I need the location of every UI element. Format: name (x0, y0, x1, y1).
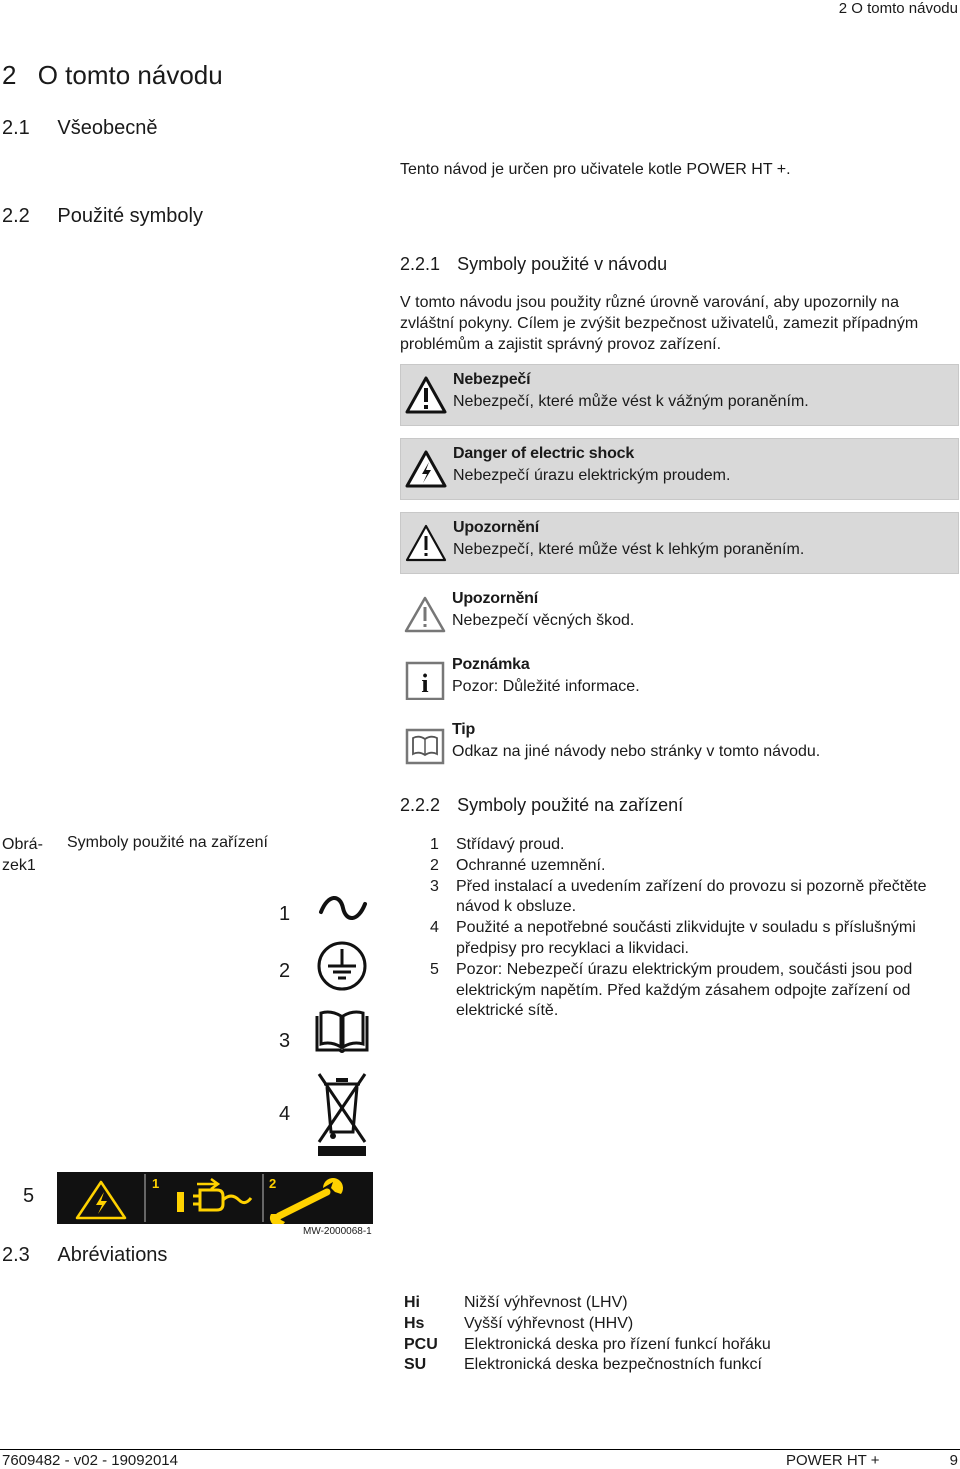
figure-number-5: 5 (23, 1185, 35, 1207)
list-item (430, 835, 958, 856)
intro-paragraph: Tento návod je určen pro učivatele kotle POWER HT +. (400, 161, 791, 178)
box-text: Nebezpečí věcných škod. (452, 612, 635, 629)
item-text: Použité a nepotřebné součásti zlikvidujte v souladu s příslušnými předpisy pro recyklaci a likvidaci. (456, 919, 916, 957)
figure-label: Obrá- zek1 (2, 836, 43, 874)
item-number: 2 (430, 856, 439, 874)
warning-triangle-icon (405, 375, 447, 415)
item-text: Před instalací a uvedením zařízení do provozu si pozorně přečtěte návod k obsluze. (456, 877, 927, 916)
note-box (400, 650, 957, 710)
subsection-number: 2.2 (2, 205, 30, 227)
warning-triangle-icon (405, 523, 447, 563)
device-symbols-list (430, 835, 958, 1022)
abbreviations-list (404, 1293, 771, 1376)
subsection-title: Použité symboly (57, 205, 203, 227)
electrical-warning-label-bar (57, 1172, 373, 1224)
item-number: 1 (430, 836, 439, 853)
footer-product: POWER HT + (786, 1452, 880, 1469)
list-item (430, 877, 958, 919)
box-title: Nebezpečí (453, 371, 531, 388)
figure-code: MW-2000068-1 (303, 1226, 372, 1237)
item-text: Střídavý proud. (456, 836, 565, 853)
footer-rule (0, 1449, 960, 1450)
abbreviation-row (404, 1335, 771, 1356)
box-title: Tip (452, 721, 476, 738)
electric-shock-box (400, 438, 959, 500)
abbreviation-row (404, 1355, 771, 1376)
running-header: 2 O tomto návodu (838, 0, 958, 17)
item-number: 3 (430, 877, 439, 895)
subsection-2-2-1-heading (400, 254, 667, 275)
subsection-title: Abréviations (57, 1244, 168, 1266)
box-title: Poznámka (452, 656, 530, 673)
alternating-current-icon (318, 890, 368, 926)
item-number: 5 (430, 960, 439, 978)
box-title: Danger of electric shock (453, 445, 635, 462)
figure-title: Symboly použité na zařízení (67, 834, 268, 851)
svg-text:i: i (421, 669, 429, 698)
subsection-number: 2.3 (2, 1244, 30, 1266)
property-damage-box (400, 584, 957, 644)
electric-shock-icon (405, 449, 447, 489)
subsection-2-3-heading (2, 1244, 167, 1267)
symbols-intro-paragraph: V tomto návodu jsou použity různé úrovně varování, aby upozornily na zvláštní pokyny. Cílem je zvýšit bezpečnost uživatelů, zamezit případným problémům a zajistit správný provoz zařízení. (400, 294, 919, 353)
figure-number-3: 3 (279, 1030, 291, 1052)
figure-number-1: 1 (279, 903, 291, 925)
box-text: Nebezpečí úrazu elektrickým proudem. (453, 467, 731, 484)
subsection-number: 2.1 (2, 117, 30, 139)
box-title: Upozornění (452, 590, 538, 607)
abbreviation-key: Hi (404, 1294, 420, 1311)
abbreviation-value: Nižší výhřevnost (LHV) (464, 1294, 628, 1311)
danger-box (400, 364, 959, 426)
subsection-number: 2.2.1 (400, 254, 441, 274)
caution-box (400, 512, 959, 574)
box-title: Upozornění (453, 519, 539, 536)
section-heading (2, 60, 223, 91)
box-text: Odkaz na jiné návody nebo stránky v tomto návodu. (452, 743, 821, 760)
protective-earth-icon (316, 940, 368, 992)
abbreviation-row (404, 1293, 771, 1314)
figure-number-4: 4 (279, 1103, 291, 1125)
subsection-title: Symboly použité na zařízení (457, 795, 684, 815)
subsection-2-2-2-heading (400, 795, 683, 816)
item-text: Ochranné uzemnění. (456, 856, 606, 874)
item-text: Pozor: Nebezpečí úrazu elektrickým proudem, součásti jsou pod elektrickým napětím. Před každým zásahem odpojte zařízení od elektrické sítě. (456, 960, 913, 1020)
info-icon (404, 660, 446, 700)
abbreviation-key: SU (404, 1356, 427, 1374)
abbreviation-key: PCU (404, 1335, 438, 1353)
label-bar-number-1: 1 (152, 1176, 160, 1191)
subsection-number: 2.2.2 (400, 795, 441, 815)
read-manual-book-icon (314, 1010, 370, 1054)
box-text: Nebezpečí, které může vést k lehkým poraněním. (453, 541, 805, 558)
box-text: Nebezpečí, které může vést k vážným poraněním. (453, 393, 809, 410)
abbreviation-value: Vyšší výhřevnost (HHV) (464, 1314, 634, 1332)
subsection-2-2-heading (2, 205, 203, 228)
tip-box (400, 715, 957, 775)
label-bar-number-2: 2 (269, 1176, 277, 1191)
box-text: Pozor: Důležité informace. (452, 678, 640, 695)
abbreviation-key: Hs (404, 1314, 425, 1332)
subsection-title: Symboly použité v návodu (457, 254, 668, 274)
list-item (430, 856, 958, 877)
book-icon (404, 725, 446, 765)
list-item (430, 960, 958, 1022)
abbreviation-row (404, 1314, 771, 1335)
section-number: 2 (2, 60, 17, 90)
warning-triangle-outline-icon (404, 594, 446, 634)
footer-doc-code: 7609482 - v02 - 19092014 (2, 1452, 178, 1469)
item-number: 4 (430, 919, 439, 937)
list-item (430, 918, 958, 960)
abbreviation-value: Elektronická deska pro řízení funkcí hořáku (464, 1335, 771, 1353)
subsection-2-1-heading (2, 117, 157, 140)
footer-page-number: 9 (949, 1452, 958, 1469)
section-title: O tomto návodu (37, 60, 223, 90)
weee-crossed-bin-icon (316, 1072, 368, 1158)
figure-number-2: 2 (279, 960, 291, 982)
subsection-title: Všeobecně (57, 117, 158, 139)
abbreviation-value: Elektronická deska bezpečnostních funkcí (464, 1356, 762, 1374)
